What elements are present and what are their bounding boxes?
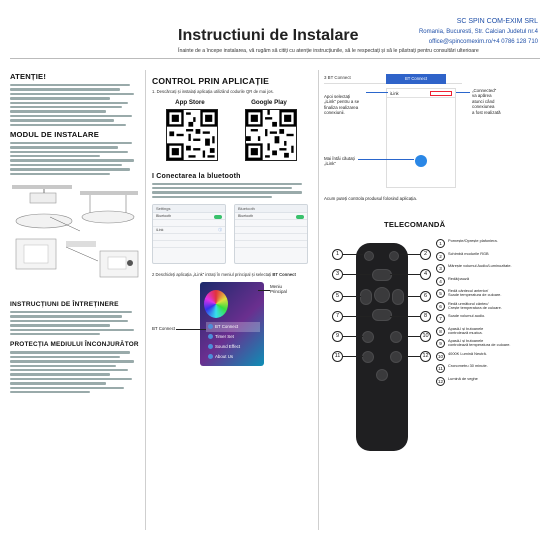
color-wheel-icon <box>204 290 228 318</box>
manual-sheet <box>2 70 548 538</box>
legend-number: 11 <box>436 364 445 373</box>
legend-text: Apasă-l și butoanele controlează muzica. <box>448 325 484 335</box>
company-name: SC SPIN COM-EXIM SRL <box>456 18 538 25</box>
bt-toggle-icon[interactable] <box>214 215 222 219</box>
bt-connect-figure <box>324 70 546 220</box>
maintenance-heading: INSTRUCȚIUNI DE ÎNTREȚINERE <box>10 301 119 309</box>
remote-heading: TELECOMANDĂ <box>384 220 446 229</box>
phone-settings-screen <box>152 204 226 264</box>
phone-bluetooth-screen <box>234 204 308 264</box>
night-light-button[interactable] <box>376 369 388 381</box>
rgb-button[interactable] <box>389 251 399 261</box>
bt-screen-title: 3 BT Connect <box>324 72 462 84</box>
bt-screen-banner: BT Connect <box>386 74 446 84</box>
prev-button[interactable] <box>360 289 372 305</box>
env-heading: PROTECȚIA MEDIULUI ÎNCONJURĂTOR <box>10 341 139 349</box>
legend-text: Scade volumul audio. <box>448 313 486 318</box>
remote-num-right-6: 12 <box>420 351 431 362</box>
legend-number: 5 <box>436 289 445 298</box>
legend-text: Apasă-l și butoanele controlează temperatura de culoare. <box>448 338 511 348</box>
menu-sound-effect[interactable]: Sound Effect <box>206 342 260 352</box>
google-play-qr-icon[interactable] <box>245 109 297 161</box>
company-address: Romania, Bucuresti, Str. Calcian Judetul nr.4 <box>418 29 538 35</box>
legend-text: Redă cântecul anterior/ Scade temperatura de culoare. <box>448 288 502 298</box>
timer-icon <box>208 334 213 339</box>
remote-num-right-3: 6 <box>420 291 431 302</box>
volume-up-button[interactable] <box>372 269 392 281</box>
maintenance-lines <box>10 311 142 335</box>
control-heading: CONTROL PRIN APLICAȚIE <box>152 76 270 86</box>
ilink-device-row[interactable]: iLink <box>387 89 455 98</box>
install-diagram <box>10 181 142 301</box>
legend-number: 9 <box>436 339 445 348</box>
install-lines <box>10 142 142 175</box>
bluetooth-icon <box>208 324 213 329</box>
app-menu-list <box>206 322 260 362</box>
install-diagram-svg <box>10 181 142 301</box>
settings-screens <box>152 204 310 264</box>
legend-number: 4 <box>436 277 445 286</box>
legend-number: 6 <box>436 302 445 311</box>
remote-figure <box>324 235 546 525</box>
bt-connect-bold: BT Connect <box>272 272 296 278</box>
legend-text: Redă/pauză <box>448 275 469 281</box>
bt-heading: I Conectarea la bluetooth <box>152 172 241 180</box>
legend-item <box>436 339 546 352</box>
header-divider <box>10 58 540 59</box>
remote-num-left-3: 5 <box>332 291 343 302</box>
apasa-label: Apoi selectați „iLink” pentru a se finaliza realizarea conexiunii. <box>324 94 360 116</box>
company-contact[interactable]: office@spincomexim.ro/+4 0786 128 710 <box>428 39 538 45</box>
ilink-row[interactable]: iLink ⓘ <box>153 227 225 234</box>
remote-num-right-1: 2 <box>420 249 431 260</box>
menu-timer-set[interactable]: Timer Set <box>206 332 260 342</box>
google-play-label: Google Play <box>251 98 287 106</box>
connected-highlight <box>430 91 452 96</box>
legend-number: 8 <box>436 327 445 336</box>
legend-number: 2 <box>436 252 445 261</box>
env-lines <box>10 351 142 393</box>
legend-item <box>436 314 546 327</box>
legend-text: Schimbă modurile RGB <box>448 250 489 256</box>
legend-number: 7 <box>436 314 445 323</box>
qr-svg-1 <box>167 110 217 160</box>
control-step: 1. Descărcați și instalați aplicația utilizând codurile QR de mai jos. <box>152 89 274 94</box>
legend-number: 3 <box>436 264 445 273</box>
legend-number: 10 <box>437 353 444 359</box>
music-mode-button[interactable] <box>362 331 374 343</box>
timer-button[interactable] <box>362 351 374 363</box>
bt-lines <box>152 183 310 199</box>
mai-label: Mai întâi căutați „iLink” <box>324 156 355 167</box>
app-menu-screen <box>200 282 264 366</box>
volume-down-button[interactable] <box>372 309 392 321</box>
install-heading: MODUL DE INSTALARE <box>10 129 99 139</box>
legend-text: Lumină de veghe <box>448 375 478 381</box>
final-text: Acum puteți controla produsul folosind aplicația. <box>324 196 417 201</box>
legend-text: Mărește volumul Audio/Luminozitate. <box>448 263 512 268</box>
remote-num-left-2: 3 <box>332 269 343 280</box>
remote-num-right-2: 4 <box>420 269 431 280</box>
bt-toggle-icon-2[interactable] <box>296 215 304 219</box>
remote-num-left-5: 9 <box>332 331 343 342</box>
column-divider-right <box>318 70 319 530</box>
legend-number: 12 <box>437 378 444 384</box>
power-button[interactable] <box>364 251 374 261</box>
legend-number: 1 <box>436 239 445 248</box>
sound-icon <box>208 344 213 349</box>
remote-num-left-4: 7 <box>332 311 343 322</box>
legend-text: 4000K Lumină Neutră. <box>448 350 487 356</box>
attention-lines <box>10 84 142 126</box>
legend-text: Pornește/Oprește plafoniera. <box>448 238 498 243</box>
middle-column <box>152 70 310 368</box>
neutral-light-button[interactable] <box>390 351 402 363</box>
next-button[interactable] <box>392 289 404 305</box>
remote-num-right-4: 8 <box>420 311 431 322</box>
intro-text: Înainte de a începe instalarea, vă rugăm să citiți cu atenție instrucțiunile, să le respectați și să le păstrați pentru consultări ulterioare <box>178 48 479 54</box>
remote-num-left-1: 1 <box>332 249 343 260</box>
column-divider-left <box>145 70 146 530</box>
color-temp-button[interactable] <box>390 331 402 343</box>
remote-legend <box>436 239 546 389</box>
app-store-label: App Store <box>175 98 205 106</box>
search-icon[interactable] <box>415 155 427 167</box>
qr-codes <box>152 109 310 161</box>
menu-principal-label: Meniu Principal <box>270 283 287 295</box>
bt-device-list <box>386 88 456 188</box>
bt-toggle-row-2[interactable]: Bluetooth <box>235 213 307 220</box>
page-title: Instructiuni de Instalare <box>178 27 359 44</box>
legend-item <box>436 289 546 302</box>
right-column <box>324 70 546 525</box>
company-info <box>419 17 538 47</box>
connected-label: „Connected” va apărea atunci când conexiunea a fost realizată <box>472 88 501 115</box>
legend-item <box>436 364 546 377</box>
app-menu-figure <box>152 282 310 368</box>
legend-text: Redă următorul cântec/ Crește temperatura de culoare. <box>448 300 502 310</box>
legend-text: Cronometru 30 minute. <box>448 363 488 368</box>
legend-item <box>436 264 546 277</box>
remote-num-left-6: 11 <box>332 351 343 362</box>
legend-item <box>436 377 546 390</box>
phone-bluetooth-bar: Bluetooth <box>235 205 307 213</box>
info-icon <box>208 354 213 359</box>
bt-step2: 2 Deschideți aplicația „iLink” intrați în meniul principal și selectați BT Connect <box>152 272 296 278</box>
play-pause-button[interactable] <box>374 287 390 303</box>
bt-toggle-row[interactable]: Bluetooth <box>153 213 225 220</box>
store-labels <box>152 99 310 106</box>
menu-bt-connect[interactable]: BT Connect <box>206 322 260 332</box>
remote-num-right-5: 10 <box>420 331 431 342</box>
attention-heading: ATENȚIE! <box>10 72 47 81</box>
legend-item <box>436 239 546 252</box>
bt-connect-callout: BT Connect <box>152 325 176 331</box>
menu-about-us[interactable]: About Us <box>206 352 260 362</box>
page-header <box>0 0 550 70</box>
left-column <box>10 70 142 395</box>
phone-settings-bar: Settings <box>153 205 225 213</box>
app-store-qr-icon[interactable] <box>166 109 218 161</box>
qr-svg-2 <box>246 110 296 160</box>
